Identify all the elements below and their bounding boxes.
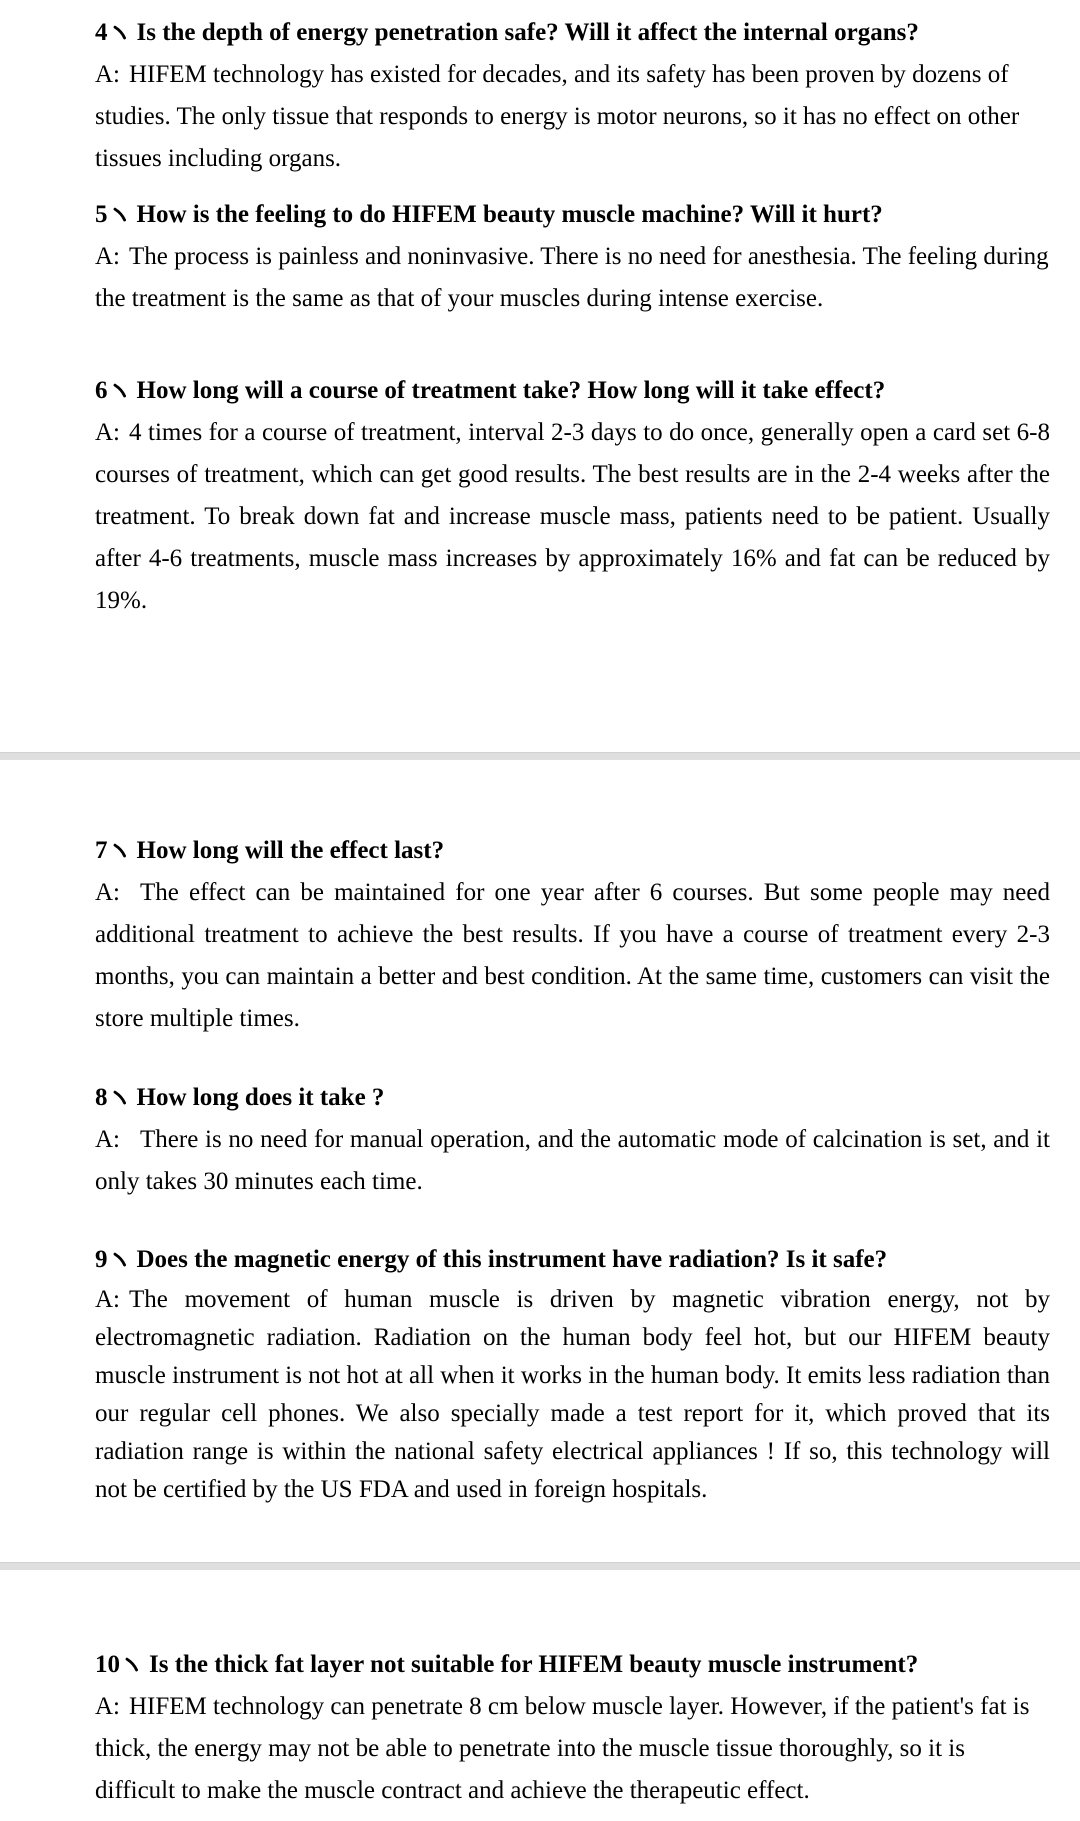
question-heading: [95, 1077, 1050, 1119]
question-number: 5: [95, 201, 108, 228]
question-heading: [95, 1644, 1050, 1686]
answer-prefix: A:: [95, 1126, 120, 1153]
answer-paragraph: [95, 1281, 1050, 1509]
question-text: Does the magnetic energy of this instrument have radiation? Is it safe?: [136, 1246, 888, 1273]
question-number: 4: [95, 19, 108, 46]
answer-prefix: A:: [95, 1693, 120, 1720]
answer-paragraph: [95, 236, 1050, 320]
question-text: How is the feeling to do HIFEM beauty muscle machine? Will it hurt?: [136, 201, 883, 228]
question-text: How long does it take ?: [136, 1084, 385, 1111]
answer-prefix: A:: [95, 1286, 120, 1313]
question-number: 10: [95, 1651, 120, 1678]
answer-text: The movement of human muscle is driven by magnetic vibration energy, not by electromagnetic radiation. Radiation on the human body feel hot, but our HIFEM beauty muscle instrument is not hot at all when it works in the human body. It emits less radiation than our regular cell phones. We also specially made a test report for it, which proved that its radiation range is within the national safety electrical appliances ! If so, this technology will not be certified by the US FDA and used in foreign hospitals.: [95, 1286, 1050, 1503]
answer-text: HIFEM technology can penetrate 8 cm below muscle layer. However, if the patient's fat is thick, the energy may not be able to penetrate into the muscle tissue thoroughly, so it is difficult to make the muscle contract and achieve the therapeutic effect.: [95, 1693, 1030, 1804]
answer-paragraph: [95, 1686, 1050, 1812]
answer-prefix: A:: [95, 243, 120, 270]
answer-text: The process is painless and noninvasive. There is no need for anesthesia. The feeling during the treatment is the same as that of your muscles during intense exercise.: [95, 243, 1049, 312]
answer-text: HIFEM technology has existed for decades, and its safety has been proven by dozens of studies. The only tissue that responds to energy is motor neurons, so it has no effect on other tissues including organs.: [95, 61, 1020, 172]
ideographic-comma-icon: [122, 1655, 142, 1675]
question-text: How long will the effect last?: [136, 837, 445, 864]
answer-paragraph: [95, 54, 1050, 180]
question-heading: [95, 830, 1050, 872]
ideographic-comma-icon: [110, 205, 130, 225]
document-page-2: [0, 760, 1080, 1562]
page-break-divider: [0, 752, 1080, 760]
faq-section-7: [95, 830, 1050, 1040]
question-text: How long will a course of treatment take? How long will it take effect?: [136, 377, 886, 404]
question-number: 8: [95, 1084, 108, 1111]
question-heading: [95, 370, 1050, 412]
question-text: Is the depth of energy penetration safe? Will it affect the internal organs?: [136, 19, 919, 46]
answer-text: There is no need for manual operation, and the automatic mode of calcination is set, and it only takes 30 minutes each time.: [95, 1126, 1050, 1195]
ideographic-comma-icon: [110, 841, 130, 861]
faq-section-4: [95, 12, 1050, 180]
faq-section-6: [95, 370, 1050, 622]
faq-section-5: [95, 194, 1050, 320]
question-number: 6: [95, 377, 108, 404]
question-number: 7: [95, 837, 108, 864]
answer-paragraph: [95, 872, 1050, 1040]
ideographic-comma-icon: [110, 381, 130, 401]
question-number: 9: [95, 1246, 108, 1273]
question-heading: [95, 1239, 1050, 1281]
ideographic-comma-icon: [110, 1088, 130, 1108]
faq-section-8: [95, 1077, 1050, 1203]
answer-paragraph: [95, 412, 1050, 622]
document-page-3: [0, 1570, 1080, 1821]
question-heading: [95, 194, 1050, 236]
answer-prefix: A:: [95, 879, 120, 906]
answer-paragraph: [95, 1119, 1050, 1203]
answer-text: 4 times for a course of treatment, interval 2-3 days to do once, generally open a card set 6-8 courses of treatment, which can get good results. The best results are in the 2-4 weeks after the treatment. To break down fat and increase muscle mass, patients need to be patient. Usually after 4-6 treatments, muscle mass increases by approximately 16% and fat can be reduced by 19%.: [95, 419, 1050, 614]
answer-prefix: A:: [95, 419, 120, 446]
question-heading: [95, 12, 1050, 54]
answer-prefix: A:: [95, 61, 120, 88]
page-break-divider: [0, 1562, 1080, 1570]
faq-section-10: [95, 1644, 1050, 1812]
faq-section-9: [95, 1239, 1050, 1509]
ideographic-comma-icon: [110, 23, 130, 43]
document-page-1: [0, 0, 1080, 752]
answer-text: The effect can be maintained for one year after 6 courses. But some people may need additional treatment to achieve the best results. If you have a course of treatment every 2-3 months, you can maintain a better and best condition. At the same time, customers can visit the store multiple times.: [95, 879, 1050, 1032]
question-text: Is the thick fat layer not suitable for HIFEM beauty muscle instrument?: [149, 1651, 919, 1678]
ideographic-comma-icon: [110, 1250, 130, 1270]
